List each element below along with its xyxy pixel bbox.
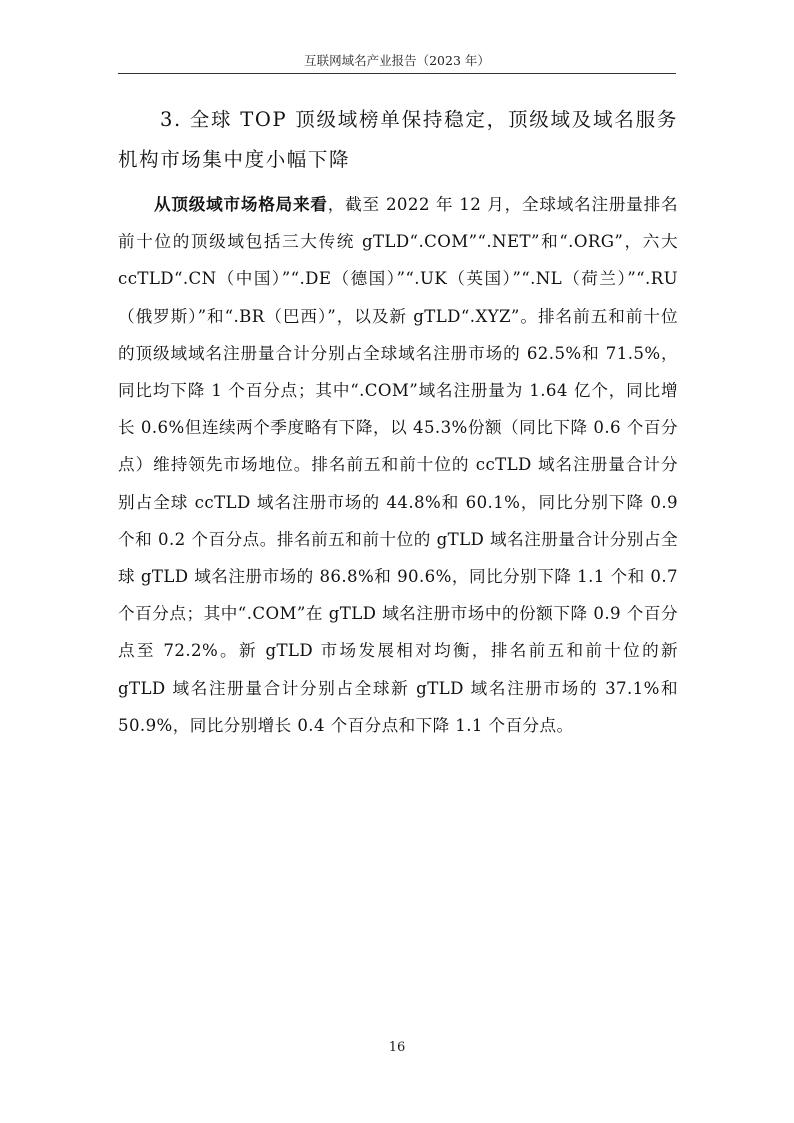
section-heading: 3. 全球 TOP 顶级域榜单保持稳定，顶级域及域名服务机构市场集中度小幅下降 — [118, 108, 678, 171]
page-number: 16 — [388, 1040, 406, 1055]
body-paragraph — [118, 186, 678, 744]
paragraph-text: ，截至 2022 年 12 月，全球域名注册量排名前十位的顶级域包括三大传统 gTLD“.COM”“.NET”和“.ORG”，六大 ccTLD“.CN（中国）”“.DE（德国）”“.UK（英国）”“.NL（荷兰）”“.RU（俄罗斯）”和“.BR（巴西）”，以及新 gTLD“.XYZ”。排名前五和前十位的顶级域域名注册量合计分别占全球域名注册市场的 62.5%和 71.5%，同比均下降 1 个百分点；其中“.COM”域名注册量为 1.64 亿个，同比增长 0.6%但连续两个季度略有下降，以 45.3%份额（同比下降 0.6 个百分点）维持领先市场地位。排名前五和前十位的 ccTLD 域名注册量合计分别占全球 ccTLD 域名注册市场的 44.8%和 60.1%，同比分别下降 0.9 个和 0.2 个百分点。排名前五和前十位的 gTLD 域名注册量合计分别占全球 gTLD 域名注册市场的 86.8%和 90.6%，同比分别下降 1.1 个和 0.7 个百分点；其中“.COM”在 gTLD 域名注册市场中的份额下降 0.9 个百分点至 72.2%。新 gTLD 市场发展相对均衡，排名前五和前十位的新 gTLD 域名注册量合计分别占全球新 gTLD 域名注册市场的 37.1%和 50.9%，同比分别增长 0.4 个百分点和下降 1.1 个百分点。 — [118, 195, 678, 735]
running-header: 互联网域名产业报告（2023 年） — [304, 53, 490, 68]
header-rule — [118, 73, 676, 74]
paragraph-lead: 从顶级域市场格局来看 — [154, 195, 328, 214]
